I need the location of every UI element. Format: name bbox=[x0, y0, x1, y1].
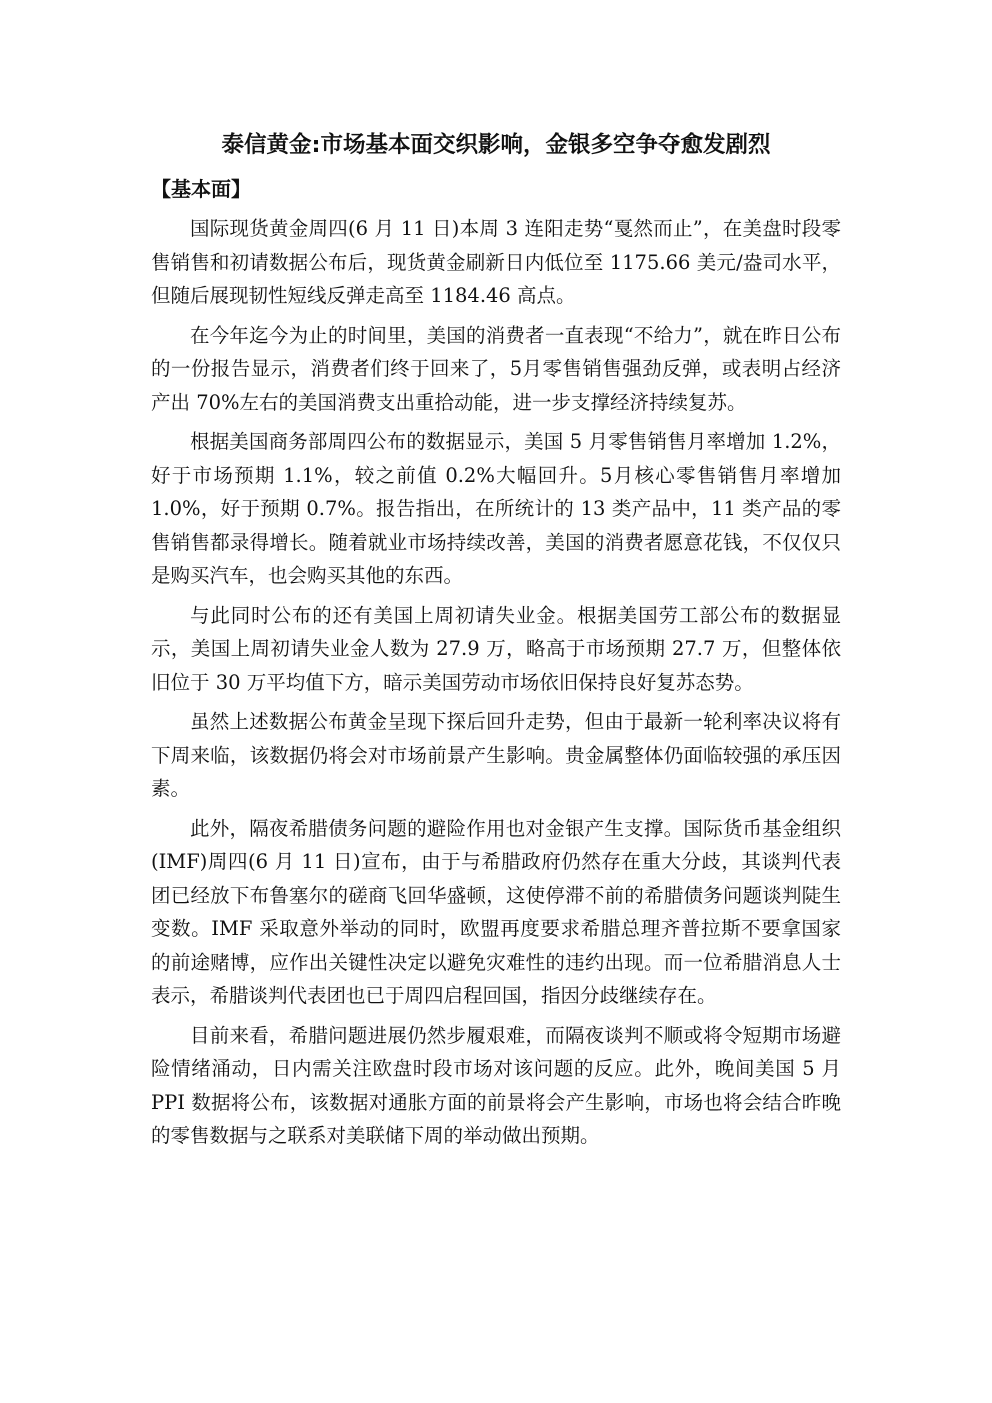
article-title: 泰信黄金:市场基本面交织影响，金银多空争夺愈发剧烈 bbox=[221, 132, 771, 158]
paragraph-6: 此外，隔夜希腊债务问题的避险作用也对金银产生支撑。国际货币基金组织(IMF)周四(6 月 11 日)宣布，由于与希腊政府仍然存在重大分歧，其谈判代表团已经放下布鲁塞尔的磋商飞回华盛顿，这使停滞不前的希腊债务问题谈判陡生变数。IMF 采取意外举动的同时，欧盟再度要求希腊总理齐普拉斯不要拿国家的前途赌博，应作出关键性决定以避免灾难性的违约出现。而一位希腊消息人士表示，希腊谈判代表团也已于周四启程回国，指因分歧继续存在。 bbox=[151, 816, 841, 1007]
document-page bbox=[151, 128, 841, 1153]
paragraph-1: 国际现货黄金周四(6 月 11 日)本周 3 连阳走势“戛然而止”，在美盘时段零售销售和初请数据公布后，现货黄金刷新日内低位至 1175.66 美元/盎司水平，但随后展现韧性短线反弹走高至 1184.46 高点。 bbox=[151, 217, 841, 307]
paragraph-4: 与此同时公布的还有美国上周初请失业金。根据美国劳工部公布的数据显示，美国上周初请失业金人数为 27.9 万，略高于市场预期 27.7 万，但整体依旧位于 30 万平均值下方，暗示美国劳动市场依旧保持良好复苏态势。 bbox=[151, 603, 841, 694]
paragraph-5: 虽然上述数据公布黄金呈现下探后回升走势，但由于最新一轮利率决议将有下周来临，该数据仍将会对市场前景产生影响。贵金属整体仍面临较强的承压因素。 bbox=[151, 710, 841, 800]
section-heading-fundamentals: 【基本面】 bbox=[151, 177, 251, 201]
paragraph-2: 在今年迄今为止的时间里，美国的消费者一直表现“不给力”，就在昨日公布的一份报告显示，消费者们终于回来了，5月零售销售强劲反弹，或表明占经济产出 70%左右的美国消费支出重拾动能，进一步支撑经济持续复苏。 bbox=[151, 323, 841, 414]
paragraph-3: 根据美国商务部周四公布的数据显示，美国 5 月零售销售月率增加 1.2%，好于市场预期 1.1%，较之前值 0.2%大幅回升。5月核心零售销售月率增加 1.0%，好于预期 0.7%。报告指出，在所统计的 13 类产品中，11 类产品的零售销售都录得增长。随着就业市场持续改善，美国的消费者愿意花钱，不仅仅只是购买汽车，也会购买其他的东西。 bbox=[151, 430, 841, 587]
paragraph-7: 目前来看，希腊问题进展仍然步履艰难，而隔夜谈判不顺或将令短期市场避险情绪涌动，日内需关注欧盘时段市场对该问题的反应。此外，晚间美国 5 月 PPI 数据将公布，该数据对通胀方面的前景将会产生影响，市场也将会结合昨晚的零售数据与之联系对美联储下周的举动做出预期。 bbox=[151, 1023, 841, 1147]
